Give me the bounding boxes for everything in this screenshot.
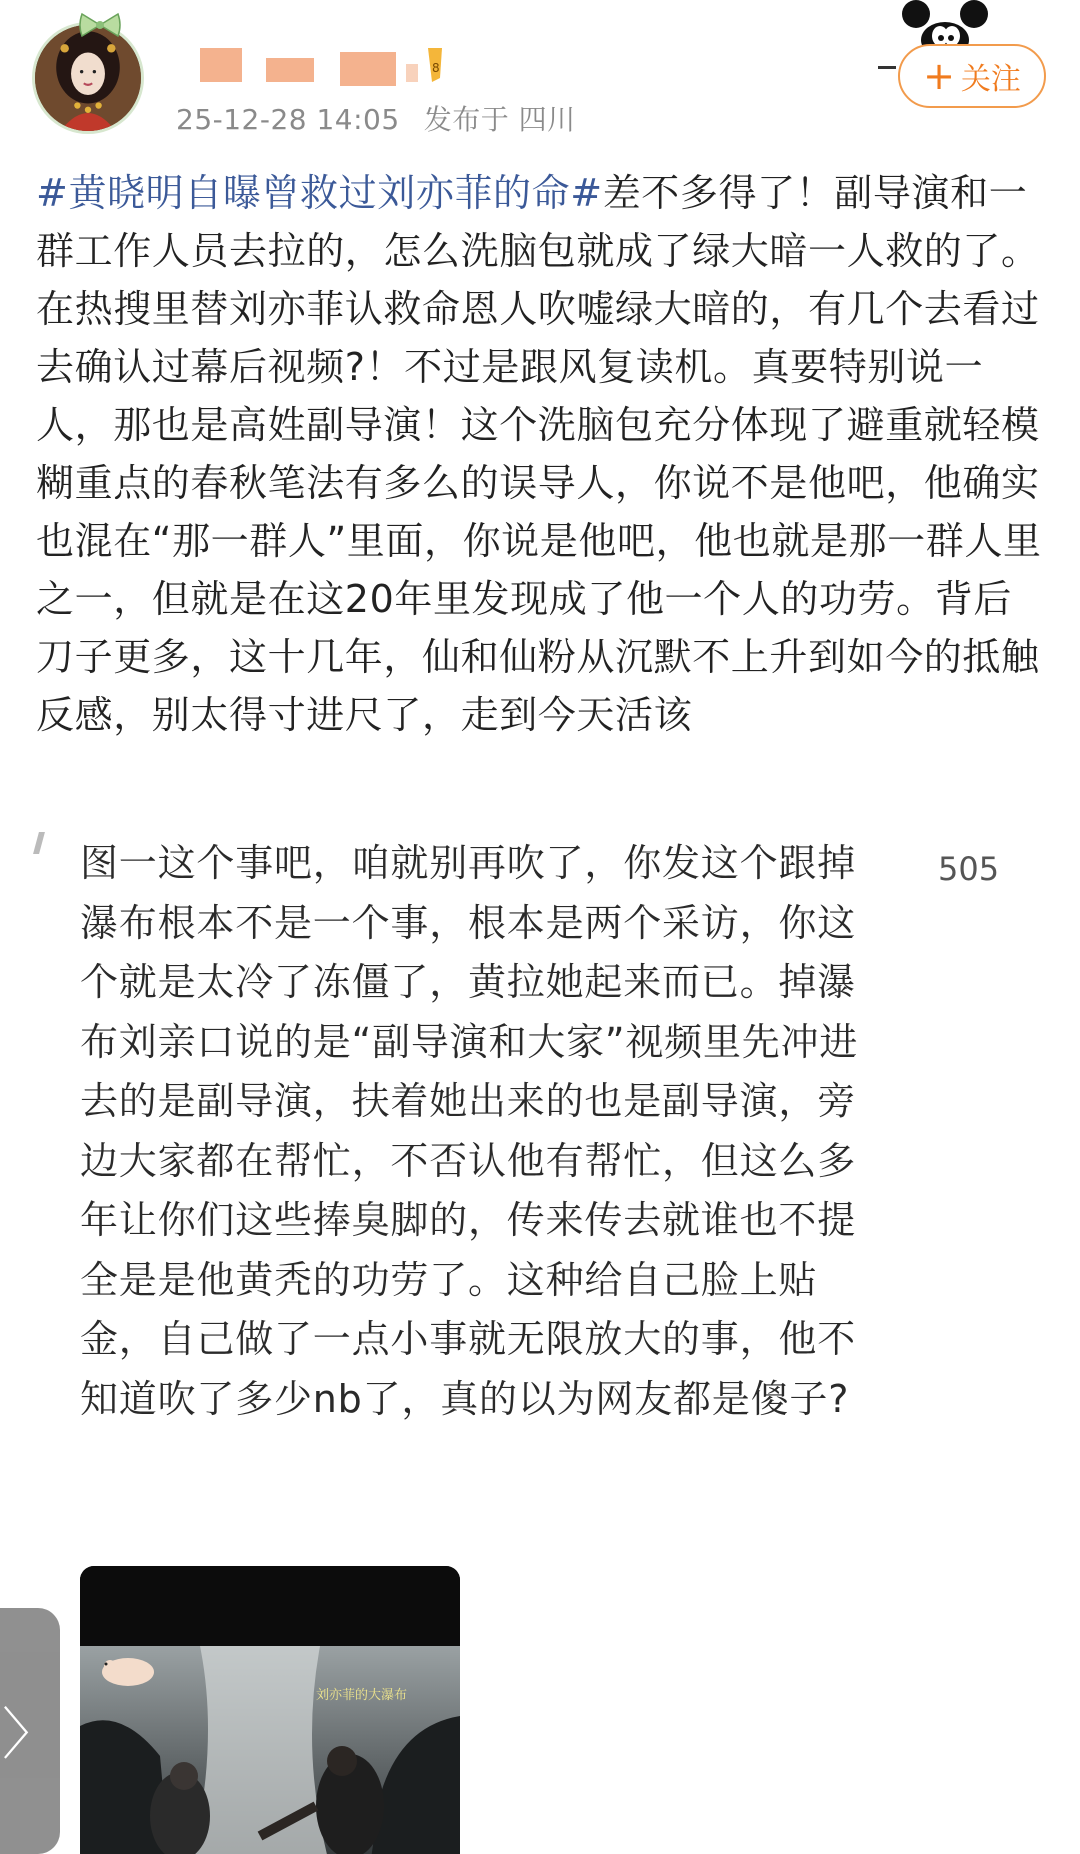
username-redacted[interactable] xyxy=(200,48,450,86)
follow-label: 关注 xyxy=(960,62,1021,97)
svg-text:8: 8 xyxy=(432,61,440,75)
plus-icon: + xyxy=(923,54,955,98)
quoted-comment-text: 图一这个事吧，咱就别再吹了，你发这个跟掉瀑布根本不是一个事，根本是两个采访，你这个就是太冷了冻僵了，黄拉她起来而已。掉瀑布刘亲口说的是“副导演和大家”视频里先冲进去的是副导演，扶着她出来的也是副导演，旁边大家都在帮忙，不否认他有帮忙，但这么多年让你们这些捧臭脚的，传来传去就谁也不提全是是他黄秃的功劳了。这种给自己脸上贴金，自己做了一点小事就无限放大的事，他不知道吹了多少nb了，真的以为网友都是傻子? xyxy=(80,841,859,1421)
post-timestamp: 25-12-28 14:05 xyxy=(176,103,400,136)
topic-hashtag-link[interactable]: #黄晓明自曝曾救过刘亦菲的命# xyxy=(36,171,603,215)
waterfall-scene-image xyxy=(80,1566,460,1854)
mickey-decoration-icon xyxy=(902,0,988,48)
hamster-sticker-icon xyxy=(102,1658,154,1686)
chevron-right-icon: 〉 xyxy=(2,1703,58,1768)
post-location: 发布于 四川 xyxy=(423,103,576,136)
divider-dash xyxy=(878,66,896,69)
post-content xyxy=(36,164,1046,744)
follow-button[interactable] xyxy=(898,44,1046,108)
embedded-video-thumbnail[interactable] xyxy=(80,1566,460,1854)
quote-mark xyxy=(33,832,45,854)
video-caption: 刘亦菲的大瀑布 xyxy=(316,1688,408,1703)
comment-like-count: 505 xyxy=(938,850,1000,888)
post-meta xyxy=(176,98,600,138)
vip-badge-icon xyxy=(422,44,448,84)
side-expand-tab[interactable] xyxy=(0,1608,60,1854)
avatar-bow-icon xyxy=(76,10,124,40)
post-body-text: 差不多得了！副导演和一群工作人员去拉的，怎么洗脑包就成了绿大暗一人救的了。在热搜里替刘亦菲认救命恩人吹嘘绿大暗的，有几个去看过去确认过幕后视频?！不过是跟风复读机。真要特别说一人，那也是高姓副导演！这个洗脑包充分体现了避重就轻模糊重点的春秋笔法有多么的误导人，你说不是他吧，他确实也混在“那一群人”里面，你说是他吧，他也就是那一群人里之一，但就是在这20年里发现成了他一个人的功劳。背后刀子更多，这十几年，仙和仙粉从沉默不上升到如今的抵触反感，别太得寸进尺了，走到今天活该 xyxy=(36,171,1042,737)
avatar-portrait-icon xyxy=(35,25,141,131)
